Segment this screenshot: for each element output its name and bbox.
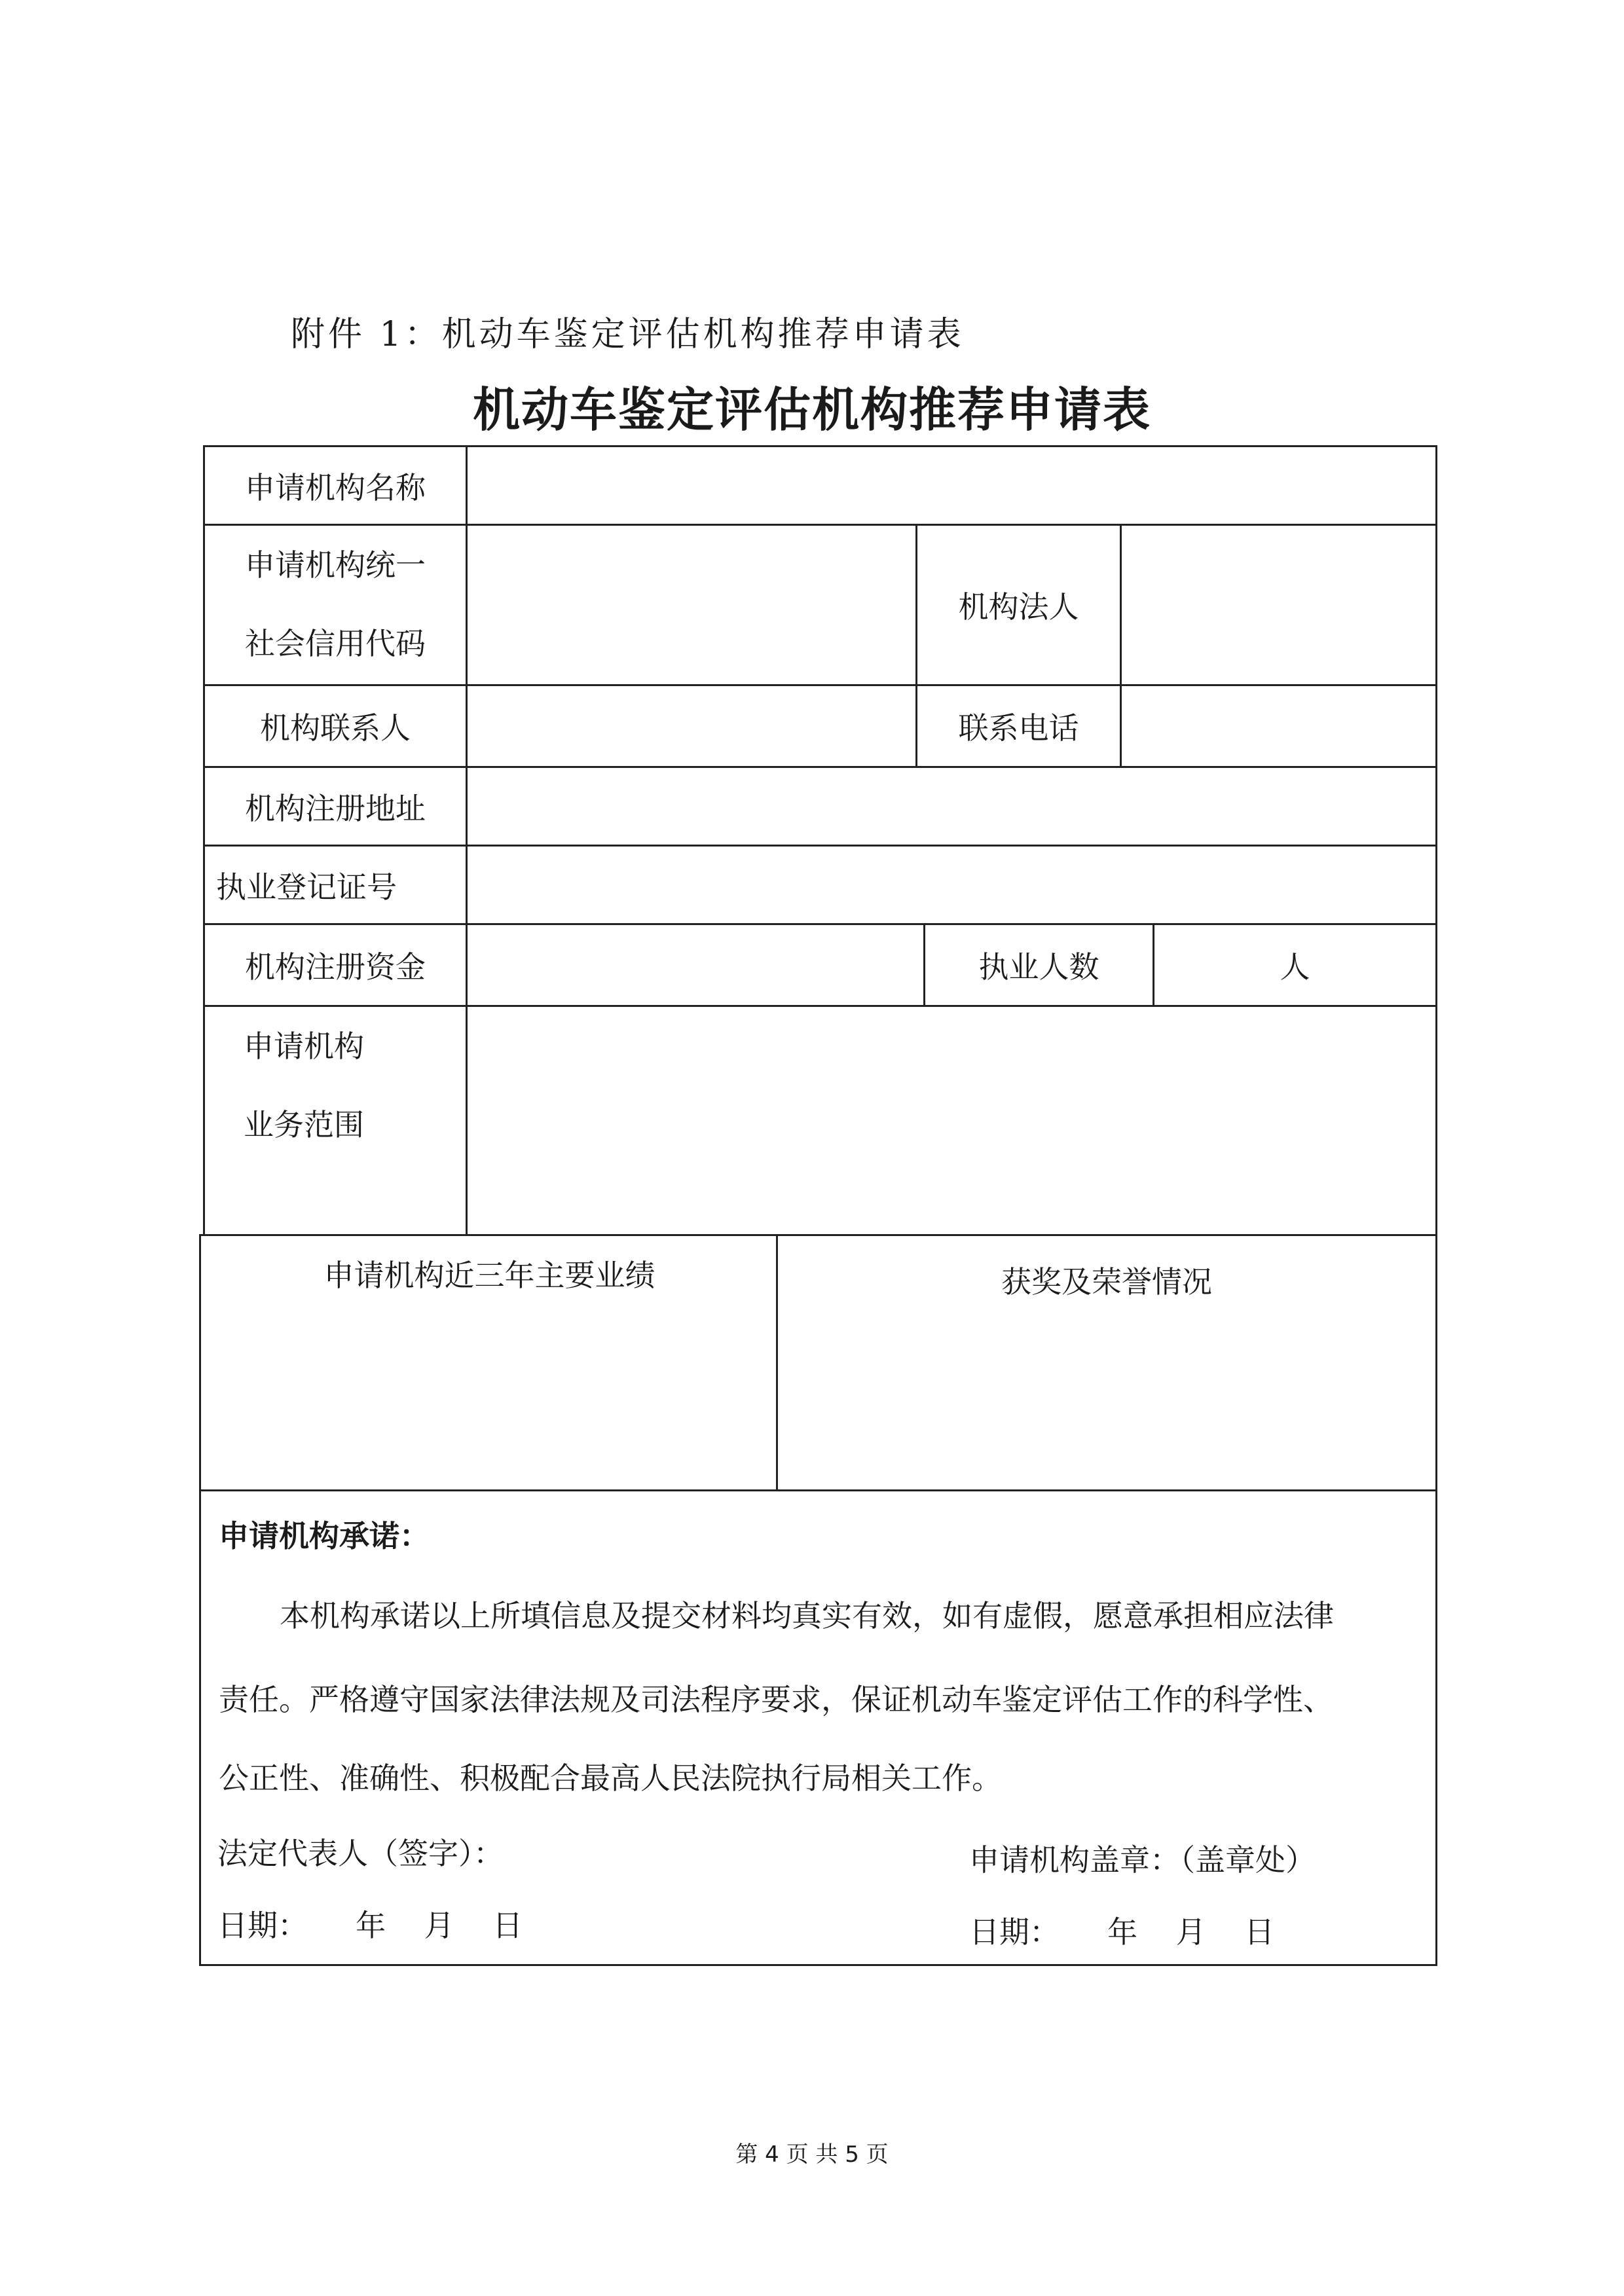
attachment-label: 附件 1：机动车鉴定评估机构推荐申请表 xyxy=(291,315,965,354)
reg-capital-label: 机构注册资金 xyxy=(245,949,426,985)
legal-person-label: 机构法人 xyxy=(958,589,1079,625)
signature-label: 法定代表人（签字）： xyxy=(217,1836,504,1871)
table-border-right xyxy=(1435,445,1437,1966)
pledge-text-line3: 公正性、准确性、积极配合最高人民法院执行局相关工作。 xyxy=(219,1760,1002,1796)
business-scope-label xyxy=(244,1007,364,1164)
table-border-left xyxy=(199,1234,201,1966)
performance-label: 申请机构近三年主要业绩 xyxy=(323,1258,655,1293)
staff-count-unit: 人 xyxy=(1280,949,1310,985)
pledge-text-line2: 责任。严格遵守国家法律法规及司法程序要求，保证机动车鉴定评估工作的科学性、 xyxy=(219,1682,1333,1717)
org-name-label: 申请机构名称 xyxy=(245,469,426,505)
contact-person-field[interactable] xyxy=(469,687,914,765)
seal-label: 申请机构盖章：（盖章处） xyxy=(969,1842,1316,1878)
row-divider xyxy=(200,1234,1437,1236)
reg-address-field[interactable] xyxy=(469,769,1434,843)
contact-phone-field[interactable] xyxy=(1123,687,1434,765)
credit-code-label-line2: 社会信用代码 xyxy=(245,626,426,661)
contact-phone-label: 联系电话 xyxy=(958,710,1079,746)
staff-count-label: 执业人数 xyxy=(978,949,1099,985)
credit-code-label xyxy=(205,526,466,683)
license-no-label: 执业登记证号 xyxy=(216,869,397,905)
cell-divider xyxy=(1120,524,1122,766)
legal-person-field[interactable] xyxy=(1123,527,1434,683)
credit-code-label-line1: 申请机构统一 xyxy=(245,547,426,583)
signature-field[interactable] xyxy=(524,1827,851,1872)
awards-label: 获奖及荣誉情况 xyxy=(1001,1264,1212,1300)
business-scope-label-line1: 申请机构 xyxy=(244,1029,364,1064)
date-right: 日期： 年 月 日 xyxy=(969,1914,1275,1950)
license-no-field[interactable] xyxy=(469,848,1434,922)
table-border-bottom xyxy=(200,1964,1437,1966)
form-title: 机动车鉴定评估机构推荐申请表 xyxy=(472,382,1151,437)
business-scope-field[interactable] xyxy=(469,1008,1434,1233)
reg-capital-field[interactable] xyxy=(469,926,922,1004)
awards-field[interactable] xyxy=(779,1309,1434,1488)
pledge-heading: 申请机构承诺： xyxy=(219,1518,430,1554)
org-name-field[interactable] xyxy=(469,448,1434,522)
page-footer: 第 4 页 共 5 页 xyxy=(735,2141,889,2168)
contact-person-label: 机构联系人 xyxy=(260,710,411,746)
row-divider xyxy=(200,1489,1437,1491)
label-column-divider xyxy=(466,445,468,1235)
pledge-text-line1: 本机构承诺以上所填信息及提交材料均真实有效，如有虚假，愿意承担相应法律 xyxy=(280,1598,1334,1633)
date-left: 日期： 年 月 日 xyxy=(217,1908,523,1943)
row-divider xyxy=(204,1005,1437,1007)
performance-field[interactable] xyxy=(203,1309,775,1488)
reg-address-label: 机构注册地址 xyxy=(245,790,426,826)
business-scope-label-line2: 业务范围 xyxy=(244,1107,364,1142)
credit-code-field[interactable] xyxy=(469,527,914,683)
